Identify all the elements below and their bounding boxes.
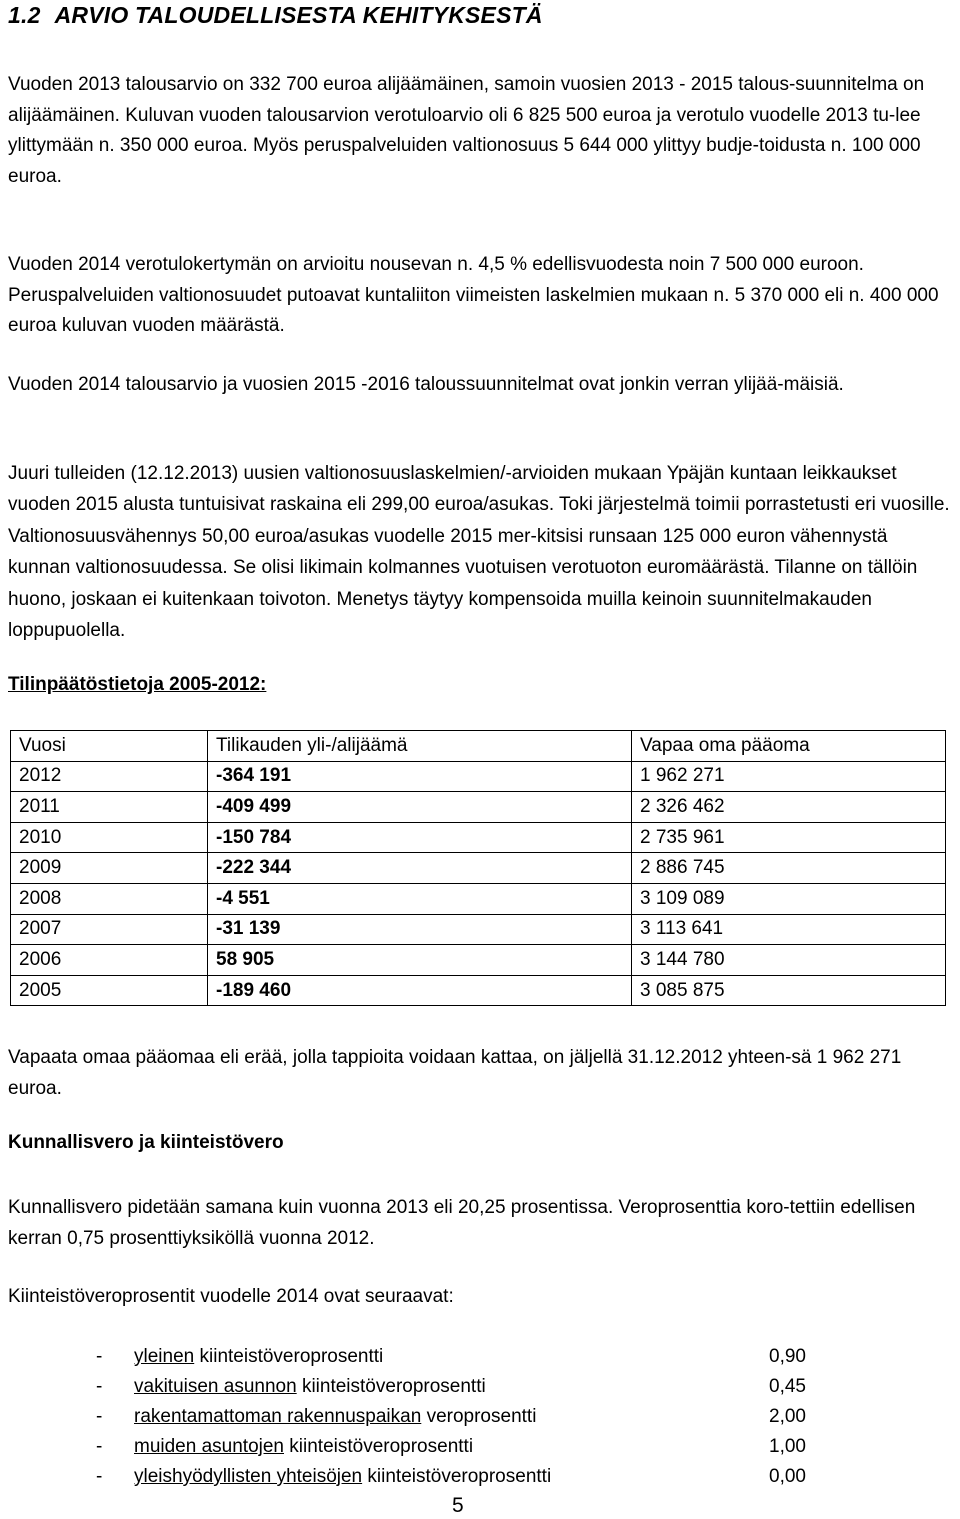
cell-surplus-deficit: 58 905	[208, 945, 632, 976]
cell-year: 2011	[11, 792, 208, 823]
paragraph-free-equity: Vapaata omaa pääomaa eli erää, jolla tappioita voidaan kattaa, on jäljellä 31.12.2012 yhteen-sä 1 962 271 euroa.	[8, 1047, 902, 1099]
rate-category: yleishyödyllisten yhteisöjen	[134, 1466, 363, 1487]
cell-surplus-deficit: -31 139	[208, 914, 632, 945]
list-dash: -	[96, 1436, 103, 1457]
cell-surplus-deficit: -4 551	[208, 883, 632, 914]
paragraph-municipal-tax: Kunnallisvero pidetään samana kuin vuonna 2013 eli 20,25 prosentissa. Veroprosenttia koro-tettiin edellisen kerran 0,75 prosenttiyksiköllä vuonna 2012.	[8, 1197, 916, 1249]
cell-year: 2008	[11, 883, 208, 914]
cell-surplus-deficit: -150 784	[208, 822, 632, 853]
paragraph-state-aid-cuts: Juuri tulleiden (12.12.2013) uusien valtionosuuslaskelmien/-arvioiden mukaan Ypäjän kuntaan leikkaukset vuoden 2015 alusta tuntuisivat raskaina eli 299,00 euroa/asukas. Toki järjestelmä toimii porrastetusti eri vuosille. Valtionosuusvähennys 50,00 euroa/asukas vuodelle 2015 mer-kitsisi runsaan 125 000 euron vähennystä kunnan valtionosuudessa. Se olisi likimain kolmannes vuotuisen verotuoton euromäärästä. Tilanne on tällöin huono, joskaan ei kuitenkaan toivoton. Menetys täytyy kompensoida muilla keinoin suunnitelmakauden loppupuolella.	[8, 463, 950, 642]
table-row	[11, 883, 946, 914]
list-item	[96, 1462, 816, 1492]
page-number: 5	[452, 1494, 464, 1517]
list-dash: -	[96, 1346, 103, 1367]
list-item	[96, 1372, 816, 1402]
section-heading	[8, 2, 543, 29]
cell-surplus-deficit: -222 344	[208, 853, 632, 884]
list-item	[96, 1402, 816, 1432]
paragraph-budget-2014: Vuoden 2014 talousarvio ja vuosien 2015 -2016 taloussuunnitelmat ovat jonkin verran ylijää-mäisiä.	[8, 374, 844, 395]
table-row	[11, 761, 946, 792]
table-row	[11, 914, 946, 945]
financial-statements-heading: Tilinpäätöstietoja 2005-2012:	[8, 674, 267, 695]
cell-equity: 3 113 641	[632, 914, 946, 945]
table-row	[11, 853, 946, 884]
list-item	[96, 1432, 816, 1462]
section-number: 1.2	[8, 2, 41, 28]
rate-category: muiden asuntojen	[134, 1436, 284, 1457]
property-tax-rate-list	[96, 1342, 816, 1492]
rate-category: vakituisen asunnon	[134, 1376, 297, 1397]
list-dash: -	[96, 1376, 103, 1397]
rate-label	[134, 1372, 486, 1402]
rate-type: veroprosentti	[421, 1406, 537, 1427]
cell-year: 2007	[11, 914, 208, 945]
rate-value: 0,90	[769, 1346, 806, 1367]
rate-value: 1,00	[769, 1436, 806, 1457]
paragraph-tax-revenue-2014: Vuoden 2014 verotulokertymän on arvioitu nousevan n. 4,5 % edellisvuodesta noin 7 500 000 euroon. Peruspalveluiden valtionosuudet putoavat kuntaliiton viimeisten laskelmien mukaan n. 5 370 000 eli n. 400 000 euroa kuluvan vuoden määrästä.	[8, 254, 939, 336]
rate-category: rakentamattoman rakennuspaikan	[134, 1406, 422, 1427]
rate-type: kiinteistöveroprosentti	[284, 1436, 474, 1457]
header-equity: Vapaa oma pääoma	[632, 731, 946, 762]
cell-surplus-deficit: -189 460	[208, 975, 632, 1006]
cell-year: 2010	[11, 822, 208, 853]
table-row	[11, 822, 946, 853]
list-dash: -	[96, 1466, 103, 1487]
cell-year: 2006	[11, 945, 208, 976]
rate-category: yleinen	[134, 1346, 195, 1367]
cell-surplus-deficit: -409 499	[208, 792, 632, 823]
cell-equity: 3 109 089	[632, 883, 946, 914]
table-header-row	[11, 731, 946, 762]
cell-year: 2012	[11, 761, 208, 792]
rate-label	[134, 1342, 383, 1372]
paragraph-property-tax-intro: Kiinteistöveroprosentit vuodelle 2014 ovat seuraavat:	[8, 1286, 454, 1307]
rate-value: 2,00	[769, 1406, 806, 1427]
cell-equity: 2 326 462	[632, 792, 946, 823]
rate-value: 0,45	[769, 1376, 806, 1397]
tax-section-heading: Kunnallisvero ja kiinteistövero	[8, 1132, 284, 1153]
cell-equity: 1 962 271	[632, 761, 946, 792]
table-row	[11, 975, 946, 1006]
cell-year: 2009	[11, 853, 208, 884]
cell-equity: 3 144 780	[632, 945, 946, 976]
cell-equity: 2 735 961	[632, 822, 946, 853]
rate-value: 0,00	[769, 1466, 806, 1487]
header-surplus-deficit: Tilikauden yli-/alijäämä	[208, 731, 632, 762]
cell-year: 2005	[11, 975, 208, 1006]
cell-surplus-deficit: -364 191	[208, 761, 632, 792]
cell-equity: 3 085 875	[632, 975, 946, 1006]
rate-label	[134, 1432, 473, 1462]
rate-label	[134, 1462, 551, 1492]
table-row	[11, 792, 946, 823]
rate-type: kiinteistöveroprosentti	[194, 1346, 384, 1367]
rate-type: kiinteistöveroprosentti	[362, 1466, 552, 1487]
list-dash: -	[96, 1406, 103, 1427]
rate-label	[134, 1402, 536, 1432]
financial-statements-table	[10, 730, 946, 1006]
header-year: Vuosi	[11, 731, 208, 762]
list-item	[96, 1342, 816, 1372]
rate-type: kiinteistöveroprosentti	[296, 1376, 486, 1397]
cell-equity: 2 886 745	[632, 853, 946, 884]
section-title: ARVIO TALOUDELLISESTA KEHITYKSESTÄ	[54, 2, 543, 28]
table-row	[11, 945, 946, 976]
paragraph-budget-2013: Vuoden 2013 talousarvio on 332 700 euroa alijäämäinen, samoin vuosien 2013 - 2015 talous-suunnitelma on alijäämäinen. Kuluvan vuoden talousarvion verotuloarvio oli 6 825 500 euroa ja verotulo vuodelle 2013 tu-lee ylittymään n. 350 000 euroa. Myös peruspalveluiden valtionosuus 5 644 000 ylittyy budje-toidusta n. 100 000 euroa.	[8, 74, 925, 187]
